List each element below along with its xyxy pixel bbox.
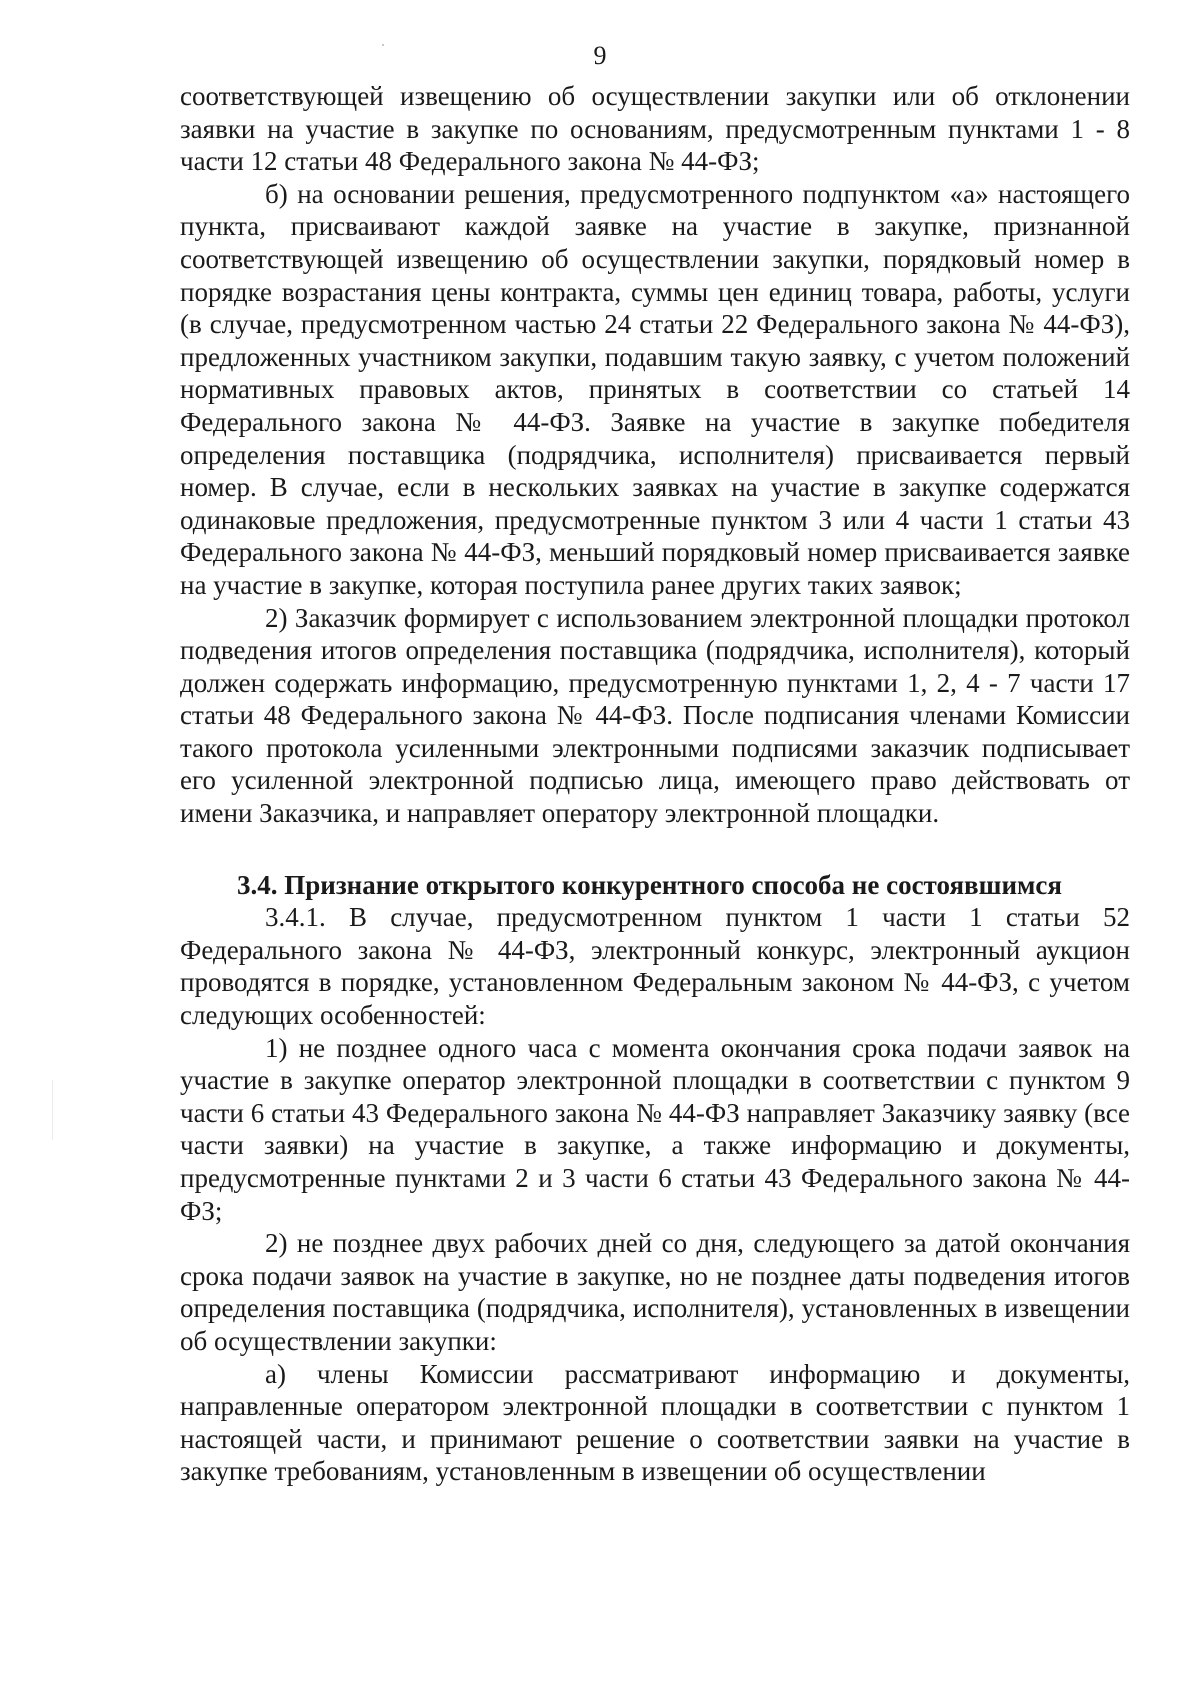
document-body — [180, 80, 1130, 1488]
section-spacer — [180, 830, 1130, 869]
section-heading: 3.4. Признание открытого конкурентного способа не состоявшимся — [237, 869, 1062, 900]
paragraph-item-1: 1) не позднее одного часа с момента окончания срока подачи заявок на участие в закупке оператор электронной площадки в соответствии с пунктом 9 части 6 статьи 43 Федерального закона № 44-ФЗ направляет Заказчику заявку (все части заявки) на участие в закупке, а также информацию и документы, предусмотренные пунктами 2 и 3 части 6 статьи 43 Федерального закона № 44-ФЗ; — [180, 1032, 1130, 1226]
scan-artifact-margin — [52, 1080, 53, 1140]
paragraph-subitem-a: а) члены Комиссии рассматривают информацию и документы, направленные оператором электронной площадки в соответствии с пунктом 1 настоящей части, и принимают решение о соответствии заявки на участие в закупке требованиям, установленным в извещении об осуществлении — [180, 1358, 1130, 1487]
page-number: 9 — [593, 41, 607, 70]
paragraph-3-4-1: 3.4.1. В случае, предусмотренном пунктом 1 части 1 статьи 52 Федерального закона № 44-ФЗ, электронный конкурс, электронный аукцион проводятся в порядке, установленном Федеральным законом № 44-ФЗ, с учетом следующих особенностей: — [180, 902, 1130, 1031]
paragraph-subitem-b: б) на основании решения, предусмотренного подпунктом «а» настоящего пункта, присваивают каждой заявке на участие в закупке, признанной соответствующей извещению об осуществлении закупки, порядковый номер в порядке возрастания цены контракта, суммы цен единиц товара, работы, услуги (в случае, предусмотренном частью 24 статьи 22 Федерального закона № 44-ФЗ), предложенных участником закупки, подавшим такую заявку, с учетом положений нормативных правовых актов, принятых в соответствии со статьей 14 Федерального закона № 44-ФЗ. Заявке на участие в закупке победителя определения поставщика (подрядчика, исполнителя) присваивается первый номер. В случае, если в нескольких заявках на участие в закупке содержатся одинаковые предложения, предусмотренные пунктом 3 или 4 части 1 статьи 43 Федерального закона № 44-ФЗ, меньший порядковый номер присваивается заявке на участие в закупке, которая поступила ранее других таких заявок; — [180, 178, 1130, 600]
paragraph-item-2: 2) Заказчик формирует с использованием электронной площадки протокол подведения итогов определения поставщика (подрядчика, исполнителя), который должен содержать информацию, предусмотренную пунктами 1, 2, 4 - 7 части 17 статьи 48 Федерального закона № 44-ФЗ. После подписания членами Комиссии такого протокола усиленными электронными подписями заказчик подписывает его усиленной электронной подписью лица, имеющего право действовать от имени Заказчика, и направляет оператору электронной площадки. — [180, 602, 1130, 829]
paragraph-item-2-deadline: 2) не позднее двух рабочих дней со дня, следующего за датой окончания срока подачи заявок на участие в закупке, но не позднее даты подведения итогов определения поставщика (подрядчика, исполнителя), установленных в извещении об осуществлении закупки: — [180, 1228, 1130, 1356]
paragraph-continuation: соответствующей извещению об осуществлении закупки или об отклонении заявки на участие в закупке по основаниям, предусмотренным пунктами 1 - 8 части 12 статьи 48 Федерального закона № 44-ФЗ; — [180, 81, 1130, 177]
